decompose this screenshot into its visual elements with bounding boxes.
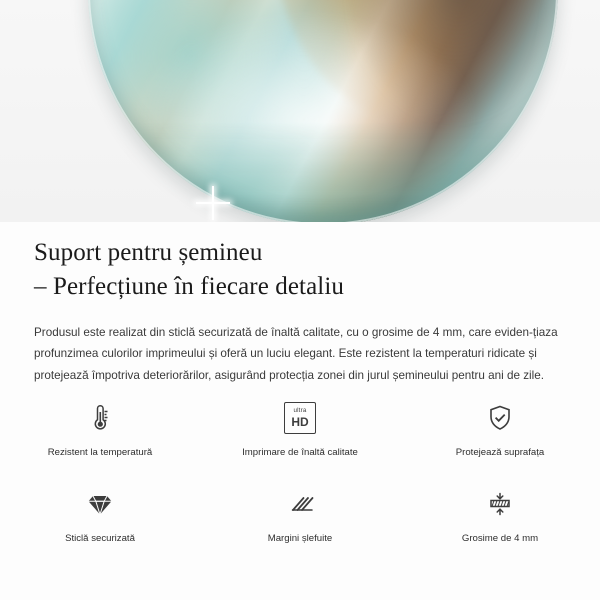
feature-temperature-resistant bbox=[0, 398, 200, 470]
feature-tempered-glass bbox=[0, 484, 200, 556]
feature-label: Margini șlefuite bbox=[267, 533, 333, 544]
shield-check-icon bbox=[483, 398, 517, 438]
thickness-arrows-icon bbox=[483, 484, 517, 524]
ultra-hd-badge bbox=[284, 402, 316, 434]
badge-top-text: ultra bbox=[293, 407, 307, 415]
feature-label: Rezistent la temperatură bbox=[47, 447, 153, 458]
hero-image bbox=[0, 0, 600, 222]
feature-polished-edges bbox=[200, 484, 400, 556]
thermometer-icon bbox=[83, 398, 117, 438]
badge-main-text: HD bbox=[291, 414, 309, 429]
feature-label: Sticlă securizată bbox=[65, 533, 135, 544]
headline-line-1: Suport pentru șemineu bbox=[34, 239, 263, 266]
headline-line-2: – Perfecțiune în fiecare detaliu bbox=[34, 273, 344, 300]
text-content bbox=[0, 222, 600, 386]
diamond-icon bbox=[83, 484, 117, 524]
description-paragraph: Produsul este realizat din sticlă securizată de înaltă calitate, cu o grosime de 4 mm, care eviden-țiaza profunzimea culorilor imprimeului și oferă un luciu elegant. Este rezistent la temperaturi ridicate și protejează împotriva deteriorărilor, asigurând protecția zonei din jurul șemineului pentru ani de zile. bbox=[34, 326, 558, 382]
feature-label: Imprimare de înaltă calitate bbox=[242, 447, 358, 458]
glass-plate-image bbox=[88, 0, 558, 222]
ultra-hd-icon bbox=[284, 398, 316, 438]
page-title bbox=[0, 222, 600, 304]
feature-grid bbox=[0, 398, 600, 556]
polished-edges-icon bbox=[283, 484, 317, 524]
feature-surface-protection bbox=[400, 398, 600, 470]
feature-label: Grosime de 4 mm bbox=[461, 533, 539, 544]
feature-thickness-4mm bbox=[400, 484, 600, 556]
feature-label: Protejează suprafața bbox=[455, 447, 545, 458]
feature-high-quality-print bbox=[200, 398, 400, 470]
